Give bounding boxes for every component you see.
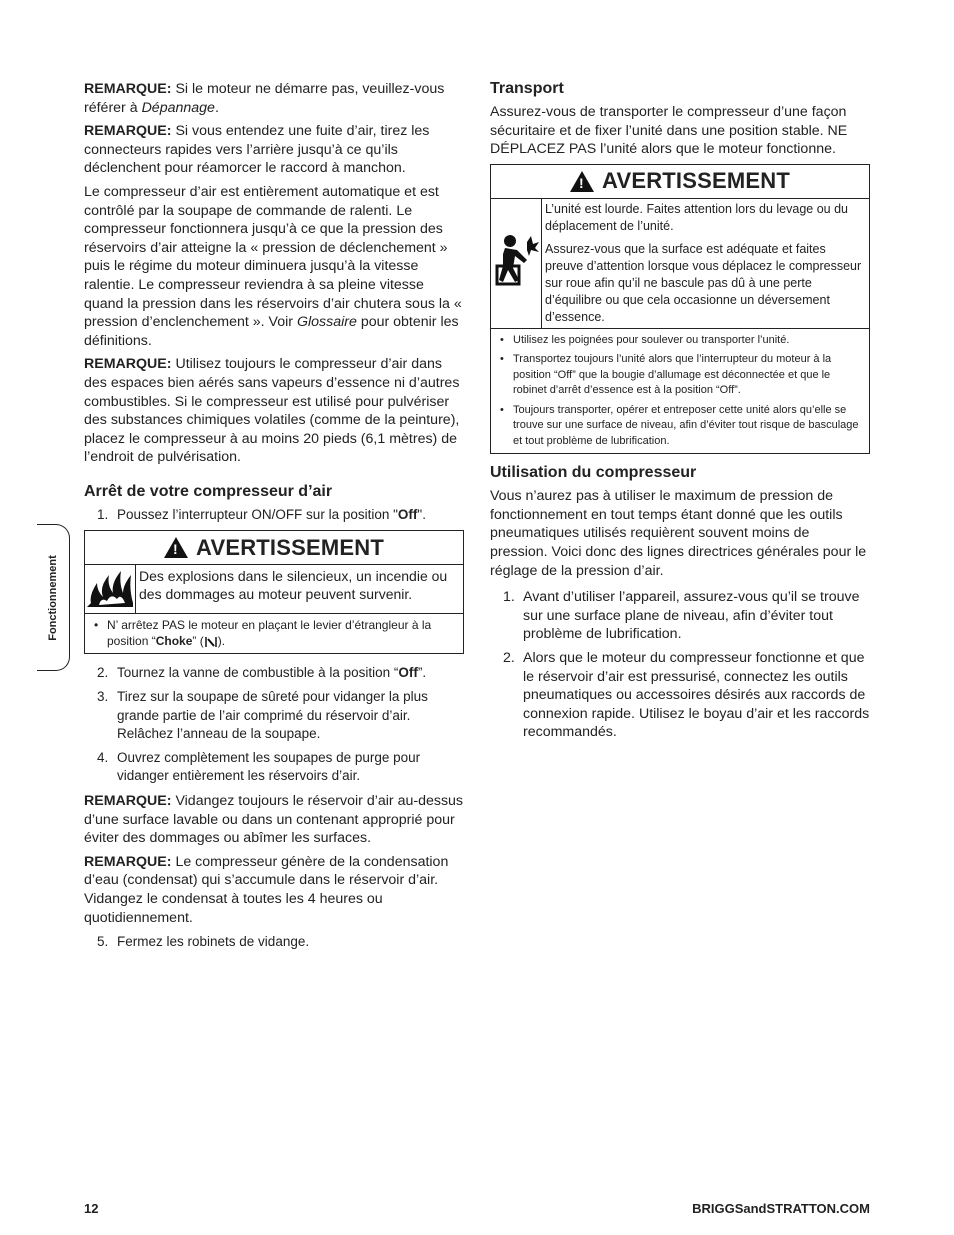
note-paragraph: REMARQUE: Si vous entendez une fuite d’air, tirez les connecteurs rapides vers l’arrière jusqu’à ce qu’ils déclenchent pour réamorcer le raccord à manchon. — [84, 123, 430, 177]
list-item: 3. Tirez sur la soupape de sûreté pour vidanger la plus grande partie de l’air comprimé du réservoir d’air. Relâchez l’anneau de la soupape. — [97, 689, 428, 742]
list-item: 5. Fermez les robinets de vidange. — [97, 934, 310, 950]
list-item: 1. Poussez l’interrupteur ON/OFF sur la position "Off". — [97, 506, 426, 522]
warning-text: L’unité est lourde. Faites attention lors du levage ou du déplacement de l’unité. Assurez-vous que la surface est adéquate et faites preuve d’attention lorsque vous déplacez le compresseur sur roue afin qu’il ne bascule pas dû à une perte d’équilibre ou que cela occasionne un déversement d’essence. — [545, 201, 862, 324]
note-paragraph: REMARQUE: Vidangez toujours le réservoir d’air au-dessus d’une surface lavable ou dans un contenant approprié pour éviter des dommages ou abîmer les surfaces. — [84, 793, 464, 847]
left-column — [84, 80, 464, 958]
warning-header: ! AVERTISSEMENT — [491, 165, 869, 199]
warning-box — [490, 164, 870, 455]
section-side-tab — [37, 524, 70, 671]
note-paragraph: REMARQUE: Le compresseur génère de la condensation d’eau (condensat) qui s’accumule dans le réservoir d’air. Vidangez le condensat à toutes les 4 heures ou quotidiennement. — [84, 853, 449, 926]
steps-list — [84, 933, 464, 952]
note-paragraph: REMARQUE: Si le moteur ne démarre pas, veuillez-vous référer à Dépannage. — [84, 81, 445, 116]
list-item: 2. Tournez la vanne de combustible à la position “Off”. — [97, 665, 427, 681]
body-paragraph: Vous n’aurez pas à utiliser le maximum de pression de fonctionnement en tout temps étant donné que les outils pneumatiques utilisés requièrent souvent moins de pression. Voici donc des lignes directrices générales pour le réglage de la pression d’air. — [490, 488, 867, 579]
section-heading: Arrêt de votre compresseur d’air — [84, 482, 333, 500]
warning-bullet: • N’ arrêtez PAS le moteur en plaçant le levier d’étrangleur à la position “Choke” ( ). — [91, 618, 457, 649]
steps-list — [84, 506, 464, 525]
choke-icon — [204, 636, 218, 648]
warning-bullet: • Toujours transporter, opérer et entreposer cette unité alors qu’elle se trouve sur une surface de niveau, afin d’éviter tout risque de basculage et tout problème de lubrification. — [497, 403, 863, 450]
list-item: 2. Alors que le moteur du compresseur fonctionne et que le réservoir d’air est pressurisé, connectez les outils pneumatiques ou accessoires désirés aux raccords de connexion rapide. Utilisez le boyau d’air et les raccords recommandés. — [503, 650, 870, 741]
warning-bullet: • Utilisez les poignées pour soulever ou transporter l’unité. — [497, 333, 863, 349]
section-heading: Utilisation du compresseur — [490, 464, 697, 482]
heavy-lift-icon — [491, 199, 542, 328]
fire-icon — [85, 565, 136, 613]
list-item: 1. Avant d’utiliser l’appareil, assurez-vous qu’il se trouve sur une surface plane de niveau, afin d’éviter tout problème de lubrification. — [503, 589, 860, 643]
warning-body — [85, 565, 463, 614]
warning-triangle-icon — [164, 537, 188, 558]
warning-triangle-icon — [570, 171, 594, 192]
warning-bullets — [491, 329, 869, 454]
website-link[interactable]: BRIGGSandSTRATTON.COM — [692, 1201, 870, 1216]
steps-list — [84, 664, 464, 786]
warning-text: Des explosions dans le silencieux, un incendie ou des dommages au moteur peuvent survenir. — [139, 568, 448, 603]
body-paragraph: Le compresseur d’air est entièrement automatique et est contrôlé par la soupape de commande de ralenti. Le compresseur fonctionnera jusqu’à ce que la pression des réservoirs d’air atteigne la « pression de déclenchement » puis le régime du moteur diminuera jusqu’à la vitesse ralentie. Le compresseur reviendra à sa pleine vitesse quand la pression dans les réservoirs d’air chutera sous la « pression d’enclenchement ». Voir Glossaire pour obtenir les définitions. — [84, 183, 462, 349]
page-number: 12 — [84, 1201, 99, 1216]
note-paragraph: REMARQUE: Utilisez toujours le compresseur d’air dans des espaces bien aérés sans vapeurs d’essence ni d’autres combustibles. Si le compresseur est utilisé pour pulvériser des substances chimiques volatiles (comme de la peinture), placez le compresseur à au moins 20 pieds (6,1 mètres) de l’endroit de pulvérisation. — [84, 356, 460, 466]
warning-bullet: • Transportez toujours l’unité alors que l’interrupteur du moteur à la position “Off” que la bougie d’allumage est déconnectée et que le robinet d’arrêt d’essence est à la position “Off”. — [497, 352, 863, 399]
section-heading: Transport — [490, 80, 564, 97]
warning-header: ! AVERTISSEMENT — [85, 531, 463, 565]
list-item: 4. Ouvrez complètement les soupapes de purge pour vidanger entièrement les réservoirs d’air. — [97, 749, 421, 784]
body-paragraph: Assurez-vous de transporter le compresseur d’une façon sécuritaire et de fixer l’unité dans une position stable. NE DÉPLACEZ PAS l’unité alors que le moteur fonctionne. — [490, 104, 848, 158]
warning-body — [491, 199, 869, 329]
right-column — [490, 80, 870, 748]
warning-bullets — [85, 614, 463, 653]
warning-box — [84, 530, 464, 654]
steps-list — [490, 588, 870, 742]
section-tab-label: Fonctionnement — [47, 554, 59, 641]
